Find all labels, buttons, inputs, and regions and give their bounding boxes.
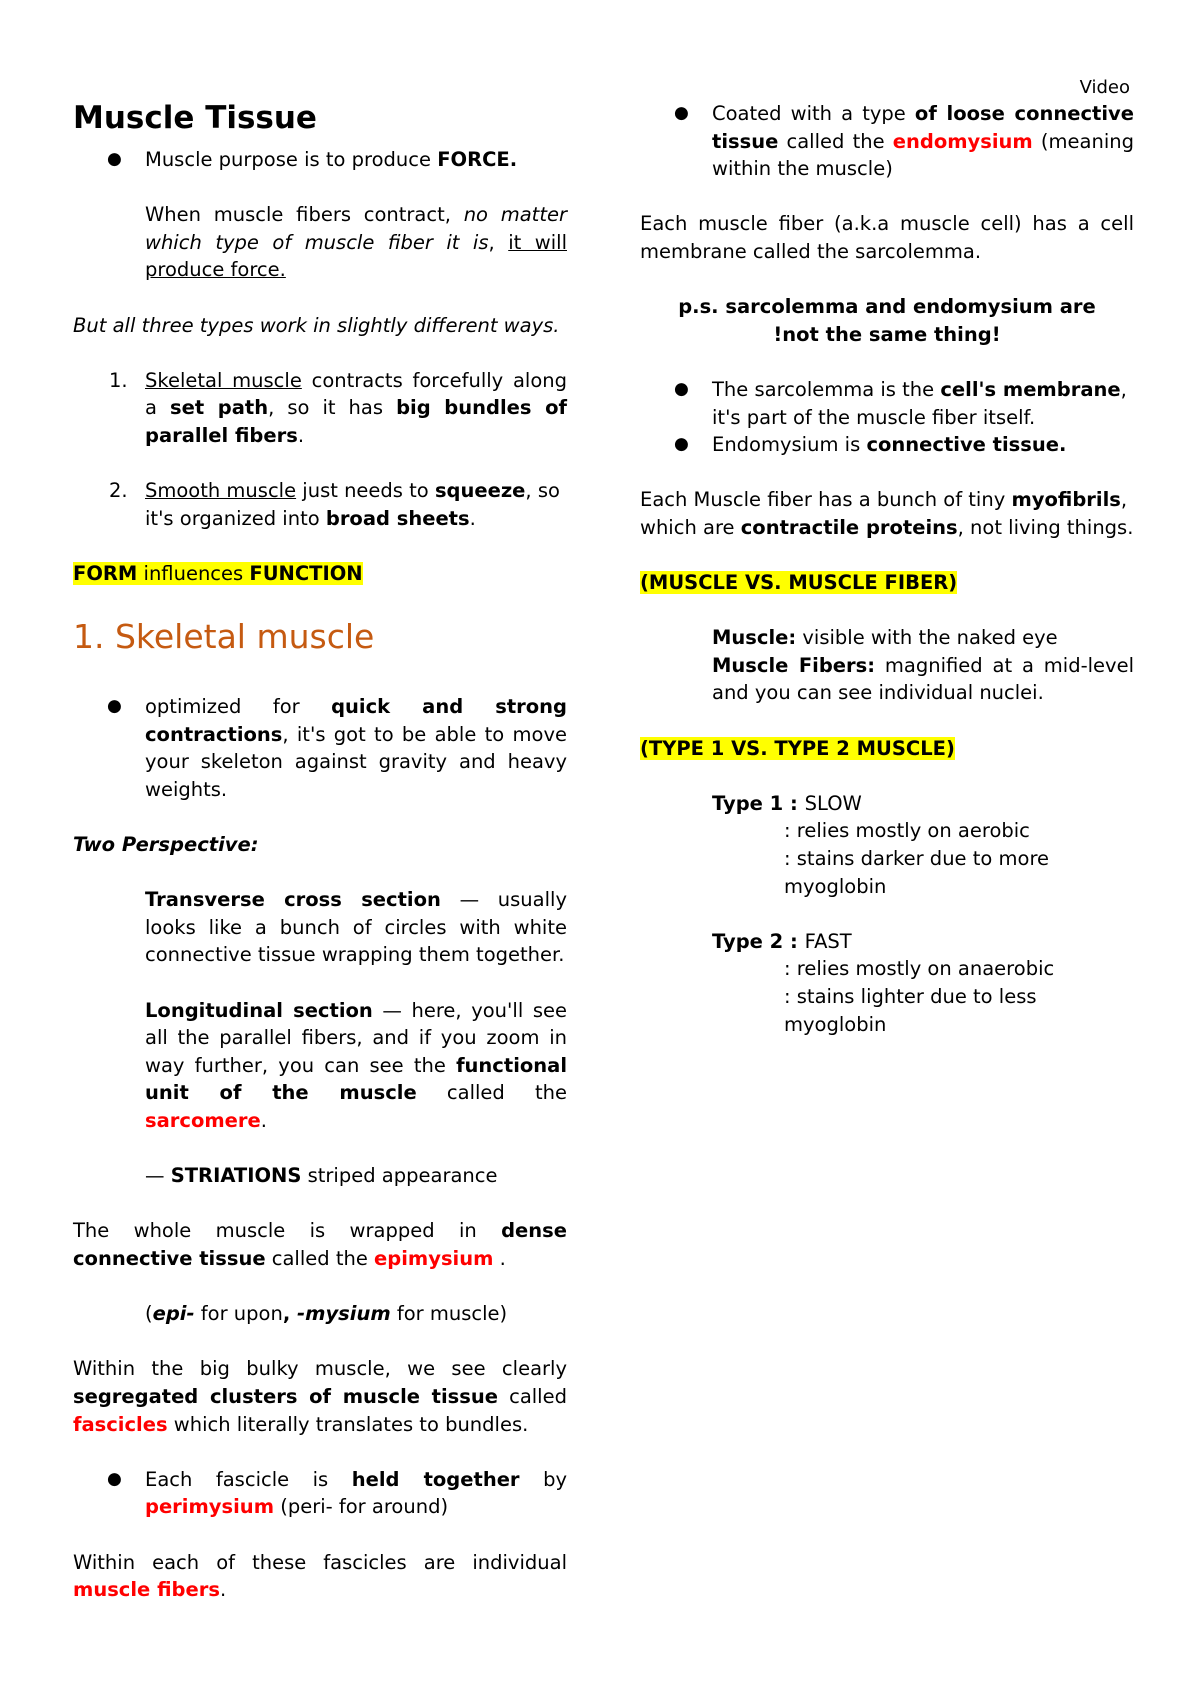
paragraph-ps: p.s. sarcolemma and endomysium are !not the same thing! xyxy=(678,295,1096,346)
highlight-muscle-vs-fiber: (MUSCLE VS. MUSCLE FIBER) xyxy=(640,571,958,595)
paragraph-whole-muscle: The whole muscle is wrapped in dense connective tissue called the epimysium . xyxy=(73,1219,567,1270)
list-item: ● optimized for quick and strong contractions, it's got to be able to move your skeleton against gravity and heavy weights. xyxy=(107,695,567,801)
list-item: ● The sarcolemma is the cell's membrane, it's part of the muscle fiber itself. xyxy=(674,377,1127,429)
bullet-list xyxy=(73,693,567,803)
paragraph-muscle-definitions: Muscle: visible with the naked eye Muscle Fibers: magnified at a mid-level and you can see individual nuclei. xyxy=(712,626,1134,705)
bullet-icon: ● xyxy=(674,434,689,455)
bullet-icon: ● xyxy=(107,1468,122,1489)
right-column xyxy=(640,100,1134,1038)
paragraph-contract: When muscle fibers contract, no matter which type of muscle fiber it is, it will produce force. xyxy=(145,203,567,282)
paragraph-epi: (epi- for upon, -mysium for muscle) xyxy=(145,1302,508,1326)
highlight-type-vs: (TYPE 1 VS. TYPE 2 MUSCLE) xyxy=(640,736,955,760)
bullet-list xyxy=(73,1466,567,1521)
paragraph-myofibrils: Each Muscle fiber has a bunch of tiny myofibrils, which are contractile proteins, not living things. xyxy=(640,488,1134,539)
paragraph-within-each: Within each of these fascicles are individual muscle fibers. xyxy=(73,1550,567,1602)
bullet-icon: ● xyxy=(107,149,122,169)
paragraph-all-three: But all three types work in slightly different ways. xyxy=(73,313,560,337)
left-column xyxy=(73,98,567,1631)
type2-block: Type 2 : FAST : relies mostly on anaerobic : stains lighter due to less myoglobin xyxy=(712,929,1055,1036)
bullet-list xyxy=(640,376,1134,459)
list-item: 1. Skeletal muscle contracts forcefully along a set path, so it has big bundles of parallel fibers. xyxy=(109,368,568,447)
subheading-two-perspective: Two Perspective: xyxy=(73,833,259,857)
list-item: ● Coated with a type of loose connective tissue called the endomysium (meaning within the muscle) xyxy=(674,102,1134,181)
bullet-list xyxy=(640,100,1134,183)
paragraph-longitudinal: Longitudinal section — here, you'll see all the parallel fibers, and if you zoom in way further, you can see the functional unit of the muscle called the sarcomere. xyxy=(145,998,567,1132)
numbered-list xyxy=(73,367,567,450)
paragraph-striations: — STRIATIONS striped appearance xyxy=(145,1164,498,1188)
list-item: ● Each fascicle is held together by perimysium (peri- for around) xyxy=(107,1467,567,1519)
list-item: 2. Smooth muscle just needs to squeeze, so it's organized into broad sheets. xyxy=(109,479,560,530)
bullet-icon: ● xyxy=(674,378,689,399)
bullet-icon: ● xyxy=(674,103,689,123)
paragraph-transverse: Transverse cross section — usually looks like a bunch of circles with white connective tissue wrapping them together. xyxy=(145,888,567,967)
header-label: Video xyxy=(1079,77,1130,98)
paragraph-each-fiber: Each muscle fiber (a.k.a muscle cell) has a cell membrane called the sarcolemma. xyxy=(640,212,1134,263)
numbered-list xyxy=(73,477,567,532)
list-item: ● Muscle purpose is to produce FORCE. xyxy=(73,146,567,174)
type1-block: Type 1 : SLOW : relies mostly on aerobic : stains darker due to more myoglobin xyxy=(712,791,1050,898)
bullet-list xyxy=(73,146,567,174)
section-heading: 1. Skeletal muscle xyxy=(73,617,375,657)
paragraph-within: Within the big bulky muscle, we see clearly segregated clusters of muscle tissue called fascicles which literally translates to bundles. xyxy=(73,1357,567,1436)
highlight-form-function: FORM influences FUNCTION xyxy=(73,561,363,585)
page-title: Muscle Tissue xyxy=(73,100,317,136)
bullet-icon: ● xyxy=(107,696,122,717)
list-item: ● Endomysium is connective tissue. xyxy=(640,431,1134,459)
